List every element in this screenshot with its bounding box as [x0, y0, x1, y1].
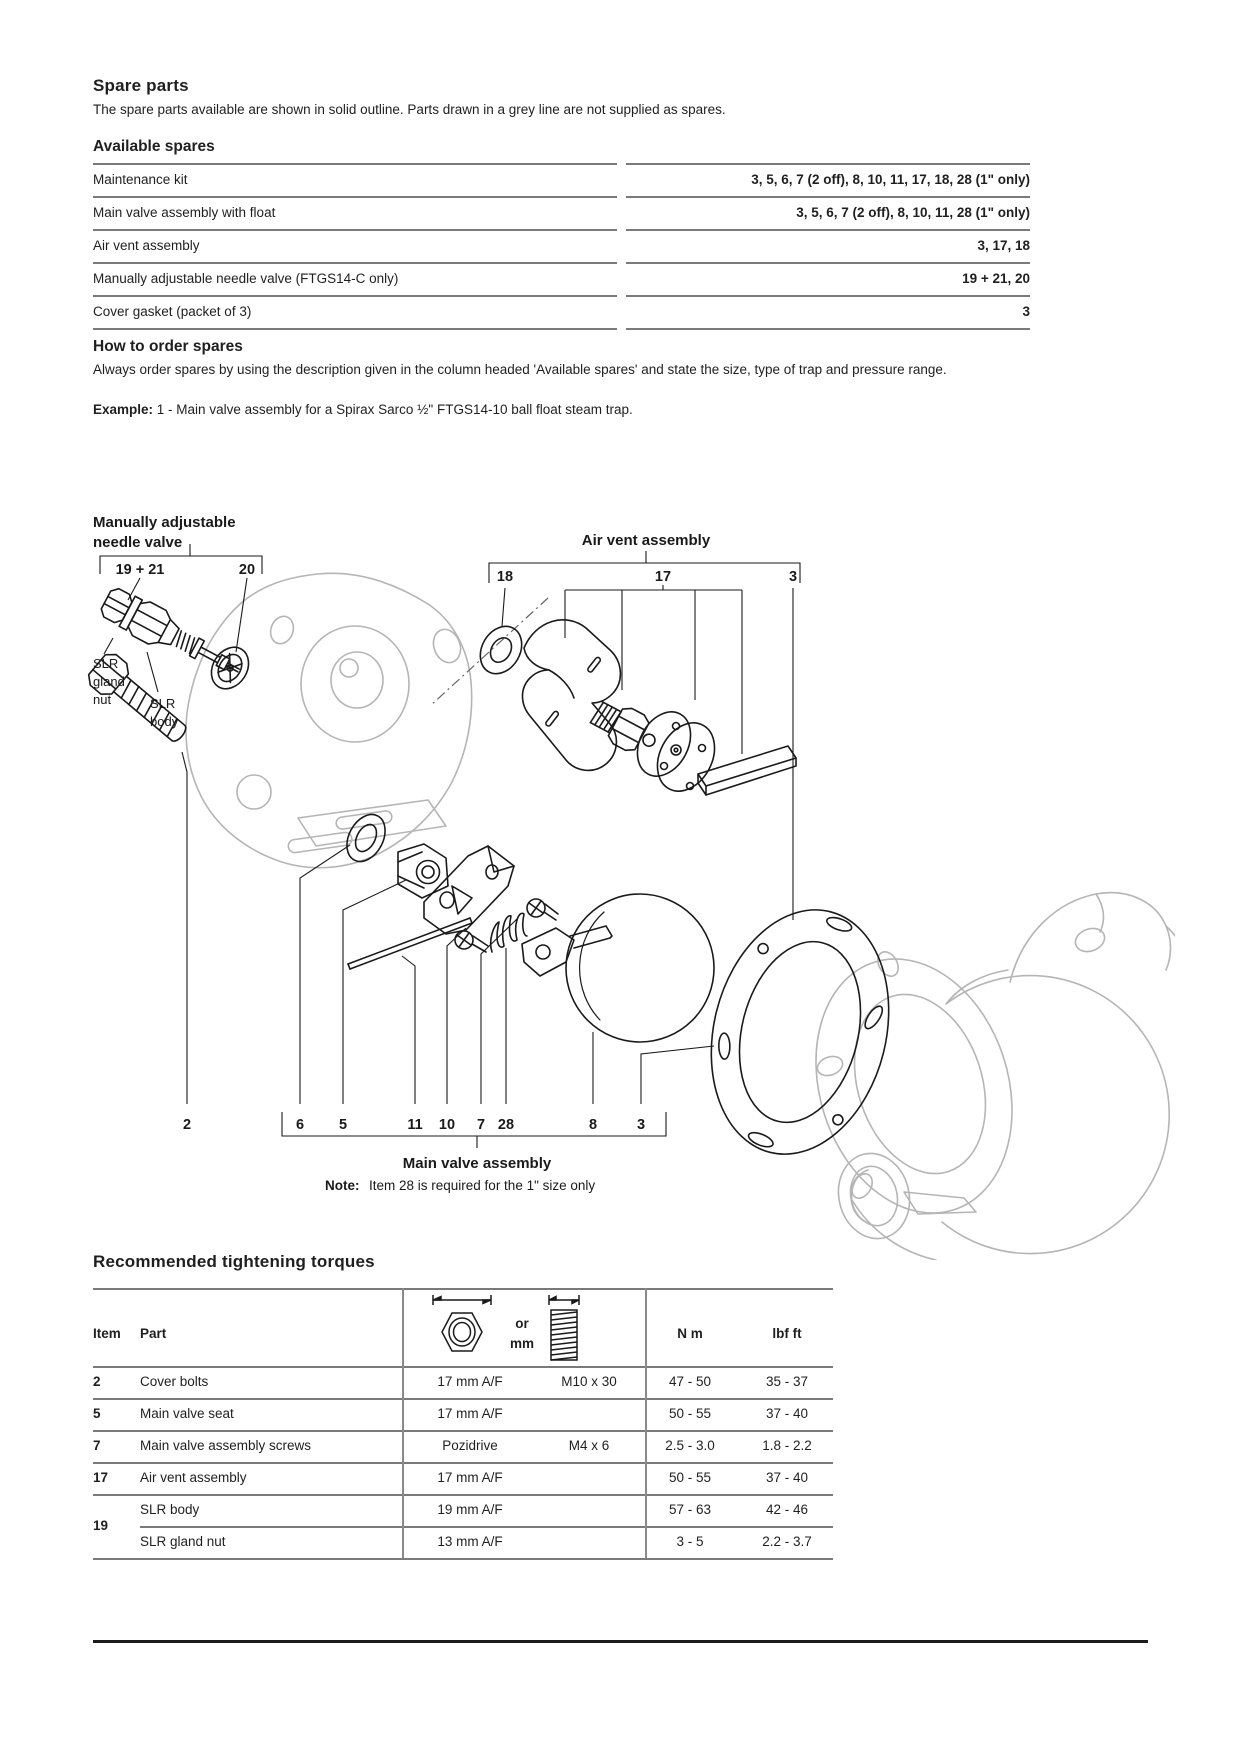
- callout-10: 10: [438, 1117, 456, 1133]
- callout-3-top: 3: [788, 569, 798, 585]
- rule: [645, 1288, 647, 1558]
- torque-row-item: 17: [93, 1470, 109, 1485]
- torque-row-thread: M4 x 6: [568, 1438, 610, 1453]
- note-text: Item 28 is required for the 1" size only: [369, 1178, 596, 1193]
- available-spares-heading: Available spares: [93, 138, 215, 155]
- callout-3-bottom: 3: [636, 1117, 646, 1133]
- torque-row-tool: 17 mm A/F: [437, 1470, 503, 1485]
- callout-2: 2: [182, 1117, 192, 1133]
- col-header-or: or: [515, 1316, 529, 1331]
- spare-row-label: Main valve assembly with float: [93, 205, 276, 220]
- example-label: Example:: [93, 402, 154, 417]
- callout-7: 7: [476, 1117, 486, 1133]
- callout-20: 20: [238, 562, 256, 578]
- how-to-order-example: [93, 400, 1030, 419]
- threaded-stud-icon: [549, 1295, 579, 1360]
- torque-row-tool: 17 mm A/F: [437, 1406, 503, 1421]
- col-header-item: Item: [93, 1326, 121, 1341]
- torque-row-item: 2: [93, 1374, 101, 1389]
- spare-row-value: 19 + 21, 20: [962, 271, 1030, 286]
- spare-row-value: 3, 17, 18: [977, 238, 1030, 253]
- cover-plate-drawing: [186, 573, 472, 867]
- rule: [93, 1288, 833, 1290]
- torque-row-item: 5: [93, 1406, 101, 1421]
- torque-row-tool: 17 mm A/F: [437, 1374, 503, 1389]
- torque-row-nm: 2.5 - 3.0: [665, 1438, 715, 1453]
- available-spares-table: [93, 163, 1030, 329]
- needle-valve-handle: [204, 640, 256, 695]
- footer-rule: [93, 1640, 1148, 1643]
- slr-gland-nut-label: SLR: [93, 656, 119, 671]
- rule: [626, 328, 1030, 330]
- slr-gland-nut-label: nut: [93, 692, 112, 707]
- rule: [93, 1558, 833, 1560]
- example-text: 1 - Main valve assembly for a Spirax Sarco ½" FTGS14-10 ball float steam trap.: [156, 402, 633, 417]
- spare-row-value: 3: [1022, 304, 1030, 319]
- callout-5: 5: [338, 1117, 348, 1133]
- torque-row-part: Air vent assembly: [140, 1470, 247, 1485]
- page-title: Spare parts: [93, 76, 189, 95]
- col-header-mm: mm: [509, 1336, 534, 1351]
- rule: [93, 328, 617, 330]
- torque-row-lbfft: 37 - 40: [765, 1406, 809, 1421]
- pozidrive-screw: [527, 899, 558, 920]
- needle-valve-label-line1: Manually adjustable: [93, 514, 236, 531]
- torque-row-item-19: 19: [93, 1518, 109, 1533]
- air-vent-assembly-drawing: [472, 619, 796, 801]
- trap-body-drawing: [784, 893, 1175, 1260]
- callout-17: 17: [654, 569, 672, 585]
- air-vent-assembly-label: Air vent assembly: [581, 532, 711, 549]
- spare-row-label: Cover gasket (packet of 3): [93, 304, 252, 319]
- slr-body-label: SLR: [150, 696, 176, 711]
- float-ball: [566, 894, 714, 1042]
- main-valve-assembly-label: Main valve assembly: [402, 1155, 552, 1172]
- torque-row-part: Cover bolts: [140, 1374, 209, 1389]
- torque-row-lbfft: 42 - 46: [765, 1502, 809, 1517]
- callout-8: 8: [588, 1117, 598, 1133]
- needle-valve-label-line2: needle valve: [93, 534, 183, 551]
- torque-row-lbfft: 37 - 40: [765, 1470, 809, 1485]
- spare-row-label: Maintenance kit: [93, 172, 188, 187]
- how-to-order-heading: How to order spares: [93, 338, 243, 355]
- spare-row-label: Manually adjustable needle valve (FTGS14-C only): [93, 271, 399, 286]
- torque-row-nm: 50 - 55: [668, 1470, 712, 1485]
- hex-nut-icon: [433, 1295, 491, 1351]
- torque-row-item: 7: [93, 1438, 101, 1453]
- tool-icons: [429, 1292, 599, 1364]
- slr-gland-nut-label: gland: [93, 674, 125, 689]
- torque-row-nm: 57 - 63: [668, 1502, 712, 1517]
- how-to-order-body: Always order spares by using the description given in the column headed 'Available spares' and state the size, type of trap and pressure range.: [93, 362, 947, 377]
- torque-row-part: Main valve seat: [140, 1406, 234, 1421]
- spare-row-value: 3, 5, 6, 7 (2 off), 8, 10, 11, 17, 18, 28 (1" only): [751, 172, 1030, 187]
- col-header-part: Part: [140, 1326, 167, 1341]
- leader-lines: [100, 544, 800, 1148]
- torque-row-tool: 13 mm A/F: [437, 1534, 503, 1549]
- torque-row-thread: M10 x 30: [561, 1374, 617, 1389]
- exploded-parts-diagram: [85, 500, 1175, 1260]
- spare-row-value: 3, 5, 6, 7 (2 off), 8, 10, 11, 28 (1" only): [796, 205, 1030, 220]
- note-label: Note:: [325, 1178, 360, 1193]
- col-header-lbfft: lbf ft: [772, 1326, 802, 1341]
- torque-row-nm: 47 - 50: [668, 1374, 712, 1389]
- rule: [626, 295, 1030, 297]
- callout-28: 28: [497, 1117, 515, 1133]
- callout-6: 6: [295, 1117, 305, 1133]
- spare-row-label: Air vent assembly: [93, 238, 200, 253]
- rule: [402, 1288, 404, 1558]
- torque-row-tool: 19 mm A/F: [437, 1502, 503, 1517]
- torque-row-lbfft: 2.2 - 3.7: [762, 1534, 812, 1549]
- torque-row-lbfft: 35 - 37: [765, 1374, 809, 1389]
- callout-11: 11: [407, 1117, 423, 1133]
- intro-text: The spare parts available are shown in solid outline. Parts drawn in a grey line are not supplied as spares.: [93, 102, 726, 117]
- torque-row-nm: 50 - 55: [668, 1406, 712, 1421]
- torque-row-tool: Pozidrive: [442, 1438, 498, 1453]
- torque-row-part: SLR body: [140, 1502, 200, 1517]
- rule: [626, 229, 1030, 231]
- cover-gasket-drawing: [687, 891, 914, 1173]
- col-header-nm: N m: [677, 1326, 703, 1341]
- centre-line: [430, 598, 548, 706]
- callout-19-21: 19 + 21: [115, 562, 165, 578]
- callout-18: 18: [496, 569, 514, 585]
- torque-row-part: Main valve assembly screws: [140, 1438, 312, 1453]
- torque-row-lbfft: 1.8 - 2.2: [762, 1438, 812, 1453]
- torque-row-nm: 3 - 5: [676, 1534, 704, 1549]
- torque-row-part: SLR gland nut: [140, 1534, 226, 1549]
- torque-table: [93, 1288, 833, 1560]
- torque-heading: Recommended tightening torques: [93, 1252, 375, 1271]
- slr-body-label: body: [150, 714, 179, 729]
